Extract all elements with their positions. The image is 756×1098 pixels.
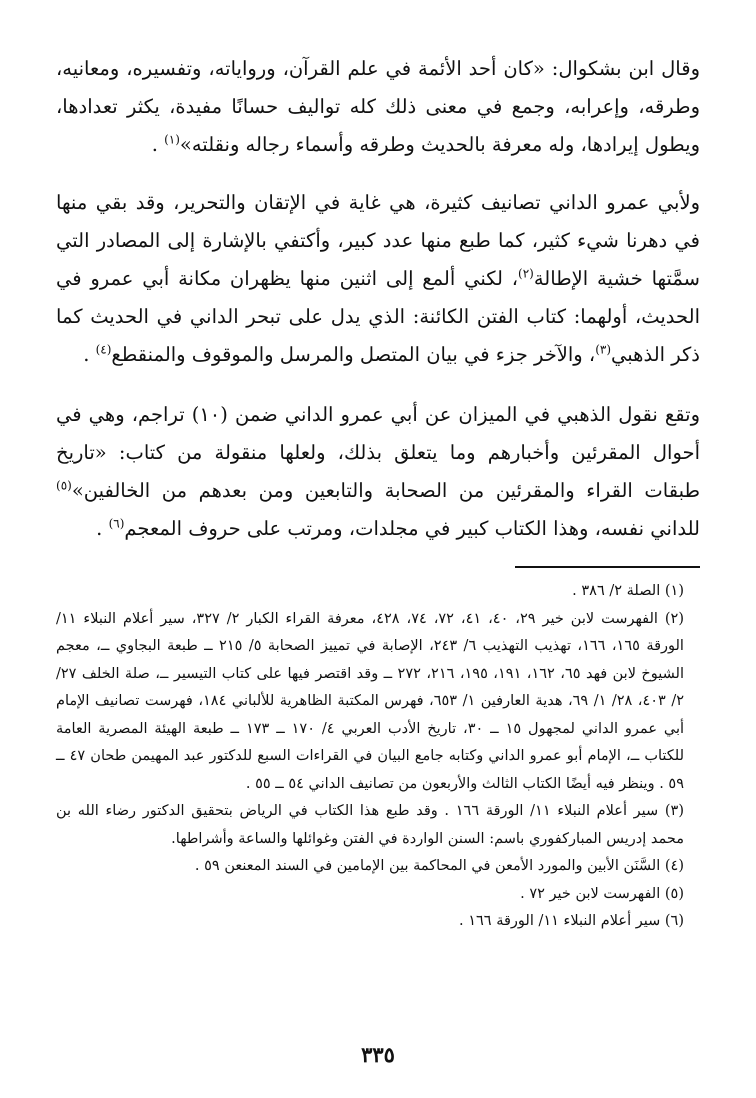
paragraph-text: ، لكني ألمع إلى اثنين منها يظهران مكانة أبي عمرو في الحديث، أولهما: كتاب الفتن الكائنة: الذي يدل على تبحر الداني في الحديث كما ذكر الذهبي [56,267,700,366]
page-number: ٣٣٥ [361,1042,395,1067]
footnote-reference-6: (٦) [108,516,125,531]
paragraph-text: وتقع نقول الذهبي في الميزان عن أبي عمرو الداني ضمن (١٠) تراجم، وهي في أحوال المقرئين وأخبارهم وما يتعلق بذلك، ولعلها منقولة من كتاب: «تاريخ طبقات القراء والمقرئين من الصحابة والتابعين ومن بعدهم من الخالفين» [56,403,700,502]
footnote-2: (٢) الفهرست لابن خير ٢٩، ٤٠، ٤١، ٧٢، ٧٤، ٤٢٨، معرفة القراء الكبار ٢/ ٣٢٧، سير أعلام النبلاء ١١/ الورقة ١٦٥، ١٦٦، تهذيب التهذيب ٦/ ٢٤٣، الإصابة في تمييز الصحابة ٥/ ٢١٥ ــ طبعة البجاوي ــ، معجم الشيوخ لابن فهد ٦٥، ١٦٢، ١٩١، ١٩٥، ٢١٦، ٢٧٢ ــ وقد اقتصر فيها على كتاب التيسير ــ، صلة الخلف ٢٧/ ٢/ ٤٠٣، ٢٨/ ١/ ٦٩، هدية العارفين ١/ ٦٥٣، فهرس المكتبة الظاهرية للألباني ١٨٤، فهرست تصانيف الإمام أبي عمرو الداني لمجهول ١٥ ــ ٣٠، تاريخ الأدب العربي ٤/ ١٧٠ ــ ١٧٣ ــ طبعة الهيئة المصرية العامة للكتاب ــ، الإمام أبو عمرو الداني وكتابه جامع البيان في القراءات السبع للدكتور عبد المهيمن طحان ٤٧ ــ ٥٩ . وينظر فيه أيضًا الكتاب الثالث والأربعون من تصانيف الداني ٥٤ ــ ٥٥ . [56,610,685,792]
footnote-reference-5: (٥) [56,478,72,493]
paragraph-text: ، والآخر جزء في بيان المتصل والمرسل والموقوف والمنقطع [111,343,596,366]
footnote-1: (١) الصلة ٢/ ٣٨٦ . [572,583,684,599]
book-page [56,50,700,1078]
footnote-4: (٤) السَّنَن الأبين والمورد الأمعن في المحاكمة بين الإمامين في السند المعنعن ٥٩ . [194,858,684,874]
footnote-3: (٣) سير أعلام النبلاء ١١/ الورقة ١٦٦ . وقد طبع هذا الكتاب في الرياض بتحقيق الدكتور رضاء الله بن محمد إدريس المباركفوري باسم: السنن الواردة في الفتن وغوائلها والساعة وأشراطها. [56,803,685,847]
footnote-5: (٥) الفهرست لابن خير ٧٢ . [520,885,684,902]
body-paragraph-2 [56,184,700,374]
footnote-reference-1: (١) [164,132,180,147]
footnotes [56,578,700,936]
paragraph-text: ولأبي عمرو الداني تصانيف كثيرة، هي غاية في الإتقان والتحرير، وقد بقي منها في دهرنا شيء كثير، كما طبع منها عدد كبير، وأكتفي بالإشارة إلى المصادر التي سمَّتها خشية الإطالة [56,191,701,290]
footnote-separator [515,566,700,568]
paragraph-tail: . [96,517,109,540]
body-paragraph-1 [56,50,700,164]
body-paragraph-3 [56,396,700,548]
paragraph-text: وقال ابن بشكوال: «كان أحد الأئمة في علم القرآن، ورواياته، وتفسيره، ومعانيه، وطرقه، وإعرابه، وجمع في معنى ذلك كله تواليف حسانًا مفيدة، يكثر تعدادها، ويطول إيرادها، وله معرفة بالحديث وطرقه وأسماء رجاله ونقلته» [56,57,700,156]
footnote-6: (٦) سير أعلام النبلاء ١١/ الورقة ١٦٦ . [459,913,684,929]
footnote-reference-4: (٤) [95,342,112,357]
paragraph-tail: . [151,133,165,156]
footnote-reference-2: (٢) [518,266,534,281]
paragraph-tail: . [83,343,96,366]
footnote-reference-3: (٣) [595,342,612,357]
paragraph-text: للداني نفسه، وهذا الكتاب كبير في مجلدات، ومرتب على حروف المعجم [124,517,700,540]
